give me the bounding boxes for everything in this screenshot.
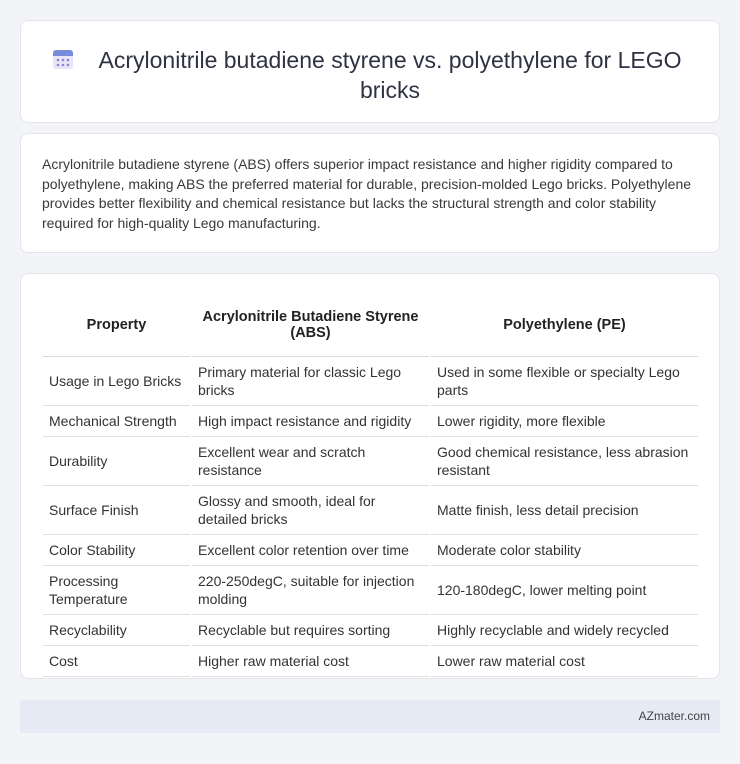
table-cell: Mechanical Strength [43,405,191,436]
table-row [43,534,698,565]
header-property: Property [43,294,191,356]
table-row [43,356,698,405]
comparison-table-card [20,273,720,679]
table-cell: Moderate color stability [430,534,698,565]
footer-brand[interactable]: AZmater.com [638,709,710,723]
table-header-row [43,294,698,356]
summary-text: Acrylonitrile butadiene styrene (ABS) offers superior impact resistance and higher rigidity compared to polyethylene, making ABS the preferred material for durable, precision-molded Lego bricks. Polyethylene provides better flexibility and chemical resistance but lacks the structural strength and color stability required for high-quality Lego manufacturing. [42,156,692,231]
table-row [43,565,698,614]
table-cell: Usage in Lego Bricks [43,356,191,405]
header-pe: Polyethylene (PE) [430,294,698,356]
table-cell: Highly recyclable and widely recycled [430,614,698,645]
summary-card [20,133,720,253]
table-cell: Excellent wear and scratch resistance [191,436,430,485]
table-cell: Matte finish, less detail precision [430,485,698,534]
title-card [20,20,720,123]
table-cell: Higher raw material cost [191,645,430,676]
table-row [43,436,698,485]
table-row [43,405,698,436]
table-cell: 220-250degC, suitable for injection molding [191,565,430,614]
table-cell: Recyclability [43,614,191,645]
table-cell: Lower rigidity, more flexible [430,405,698,436]
page-title: Acrylonitrile butadiene styrene vs. polyethylene for LEGO bricks [98,47,682,103]
table-cell: Processing Temperature [43,565,191,614]
table-cell: 120-180degC, lower melting point [430,565,698,614]
table-cell: Durability [43,436,191,485]
table-cell: Cost [43,645,191,676]
table-cell: Glossy and smooth, ideal for detailed bricks [191,485,430,534]
table-row [43,614,698,645]
table-cell: Primary material for classic Lego bricks [191,356,430,405]
table-row [43,485,698,534]
comparison-table [43,294,698,677]
table-cell: Surface Finish [43,485,191,534]
table-cell: Lower raw material cost [430,645,698,676]
table-cell: Excellent color retention over time [191,534,430,565]
table-row [43,645,698,676]
table-cell: Color Stability [43,534,191,565]
header-abs: Acrylonitrile Butadiene Styrene (ABS) [191,294,430,356]
table-cell: Recyclable but requires sorting [191,614,430,645]
table-cell: Used in some flexible or specialty Lego parts [430,356,698,405]
footer-bar [20,700,720,733]
table-cell: Good chemical resistance, less abrasion resistant [430,436,698,485]
table-cell: High impact resistance and rigidity [191,405,430,436]
